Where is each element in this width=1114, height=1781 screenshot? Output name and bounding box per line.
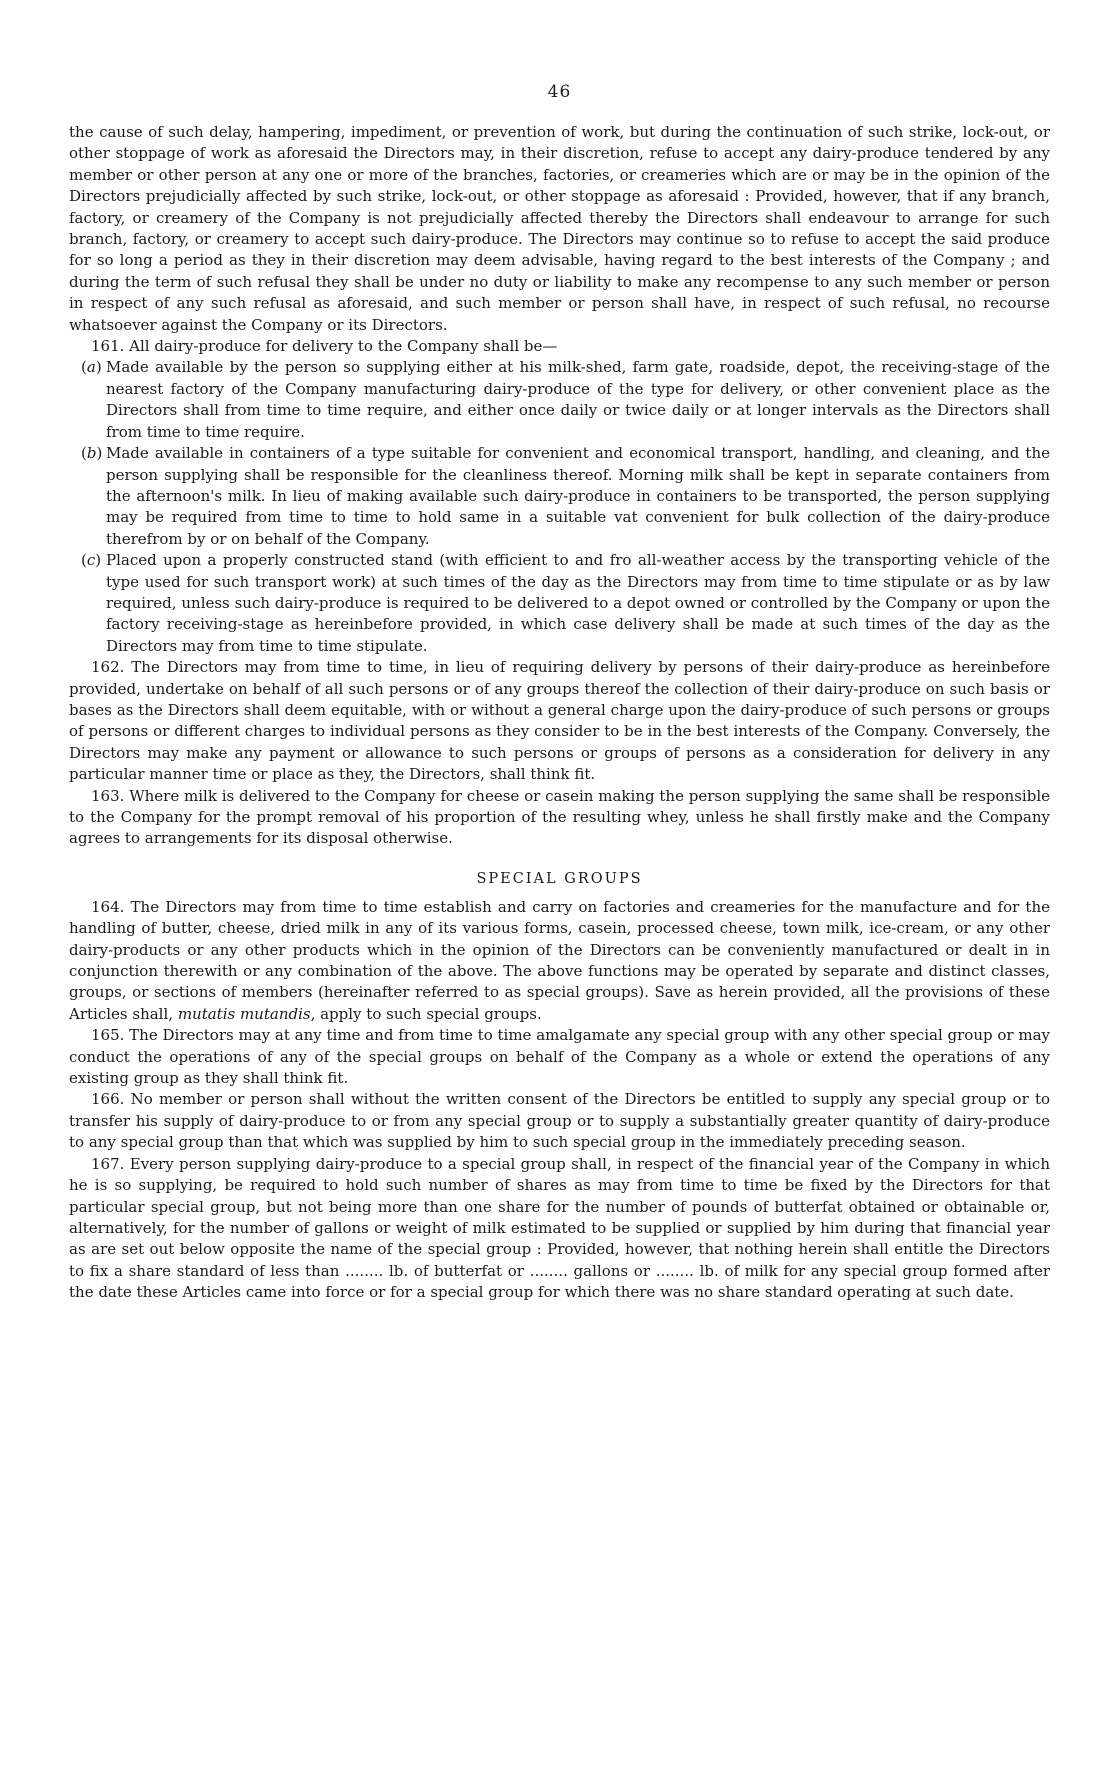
list-item-text: Made available by the person so supplying either at his milk-shed, farm gate, roadside, depot, the receiving-stage of the nearest factory of the Company manufacturing dairy-produce of the type for delivery, or other convenient place as the Directors shall from time to time require, and either once daily or twice daily or at longer intervals as the Directors shall from time to time require. (106, 358, 1050, 441)
paragraph-161: 161. All dairy-produce for delivery to the Company shall be— (91, 337, 558, 356)
paragraph-166: 166. No member or person shall without the written consent of the Directors be entitled to supply any special group or to transfer his supply of dairy-produce to or from any special group or to supply a substantially greater quantity of dairy-produce to any special group than that which was supplied by him to such special group in the immediately preceding season. (69, 1090, 1050, 1152)
section-heading: SPECIAL GROUPS (476, 870, 643, 887)
paragraph-163: 163. Where milk is delivered to the Company for cheese or casein making the person supplying the same shall be responsible to the Company for the prompt removal of his proportion of the resulting whey, unless he shall firstly make and the Company agrees to arrangements for its disposal otherwise. (69, 786, 1050, 848)
list-item-text: Placed upon a properly constructed stand (with efficient to and fro all-weather access by the transporting vehicle of the type used for such transport work) at such times of the day as the Directors may from time to time stipulate or as by law required, unless such dairy-produce is required to be delivered to a depot owned or controlled by the Company or upon the factory receiving-stage as hereinbefore provided, in which case delivery shall be made at such times of the day as the Directors may from time to time stipulate. (106, 551, 1050, 655)
paragraph-162: 162. The Directors may from time to time, in lieu of requiring delivery by persons of their dairy-produce as hereinbefore provided, undertake on behalf of all such persons or of any groups thereof the collection of their dairy-produce on such basis or bases as the Directors shall deem equitable, with or without a general charge upon the dairy-produce of such persons or groups of persons or different charges to individual persons as they consider to be in the best interests of the Company. Conversely, the Directors may make any payment or allowance to such persons or groups of persons as a consideration for delivery in any particular manner time or place as they, the Directors, shall think fit. (69, 658, 1050, 784)
list-item-label: (a) (81, 358, 102, 377)
list-item-b (69, 443, 1050, 550)
latin-phrase: mutatis mutandis (177, 1004, 311, 1023)
list-item-a (69, 357, 1050, 443)
list-item-c (69, 550, 1050, 657)
list-item-label: (c) (81, 551, 102, 570)
paragraph-167: 167. Every person supplying dairy-produce to a special group shall, in respect of the financial year of the Company in which he is so supplying, be required to hold such number of shares as may from time to time be fixed by the Directors for that particular special group, but not being more than one share for the number of pounds of butterfat obtained or obtainable or, alternatively, for the number of gallons or weight of milk estimated to be supplied or supplied by him during that financial year as are set out below opposite the name of the special group : Provided, however, that nothing herein shall entitle the Directors to fix a share standard of less than ........ lb. of butterfat or ........ gallons or ........ lb. of milk for any special group formed after the date these Articles came into force or for a special group for which there was no share standard operating at such date. (69, 1154, 1050, 1302)
list-item-label: (b) (81, 444, 103, 463)
list-item-text: Made available in containers of a type suitable for convenient and economical transport, handling, and cleaning, and the person supplying shall be responsible for the cleanliness thereof. Morning milk shall be kept in separate containers from the afternoon's milk. In lieu of making available such dairy-produce in containers to be transported, the person supplying may be required from time to time to hold same in a suitable vat convenient for bulk collection of the dairy-produce therefrom by or on behalf of the Company. (106, 444, 1050, 548)
paragraph-164: 164. The Directors may from time to time establish and carry on factories and creameries for the manufacture and for the handling of butter, cheese, dried milk in any of its various forms, casein, processed cheese, town milk, ice-cream, or any other dairy-products or any other products which in the opinion of the Directors can be conveniently manufactured or dealt in in conjunction therewith or any combination of the above. The above functions may be operated by separate and distinct classes, groups, or sections of members (hereinafter referred to as special groups). Save as herein provided, all the provisions of these Articles shall, mutatis mutandis, apply to such special groups. (69, 897, 1050, 1023)
paragraph-160-continued: the cause of such delay, hampering, impediment, or prevention of work, but during the continuation of such strike, lock-out, or other stoppage of work as aforesaid the Directors may, in their discretion, refuse to accept any dairy-produce tendered by any member or other person at any one or more of the branches, factories, or creameries which are or may be in the opinion of the Directors prejudicially affected by such strike, lock-out, or other stoppage as aforesaid : Provided, however, that if any branch, factory, or creamery of the Company is not prejudicially affected thereby the Directors shall endeavour to arrange for such branch, factory, or creamery to accept such dairy-produce. The Directors may continue so to refuse to accept the said produce for so long a period as they in their discretion may deem advisable, having regard to the best interests of the Company ; and during the term of such refusal they shall be under no duty or liability to make any recompense to any such member or person in respect of any such refusal as aforesaid, and such member or person shall have, in respect of such refusal, no recourse whatsoever against the Company or its Directors. (69, 123, 1050, 334)
page-number: 46 (547, 82, 572, 102)
paragraph-165: 165. The Directors may at any time and from time to time amalgamate any special group with any other special group or may conduct the operations of any of the special groups on behalf of the Company as a whole or extend the operations of any existing group as they shall think fit. (69, 1026, 1050, 1088)
